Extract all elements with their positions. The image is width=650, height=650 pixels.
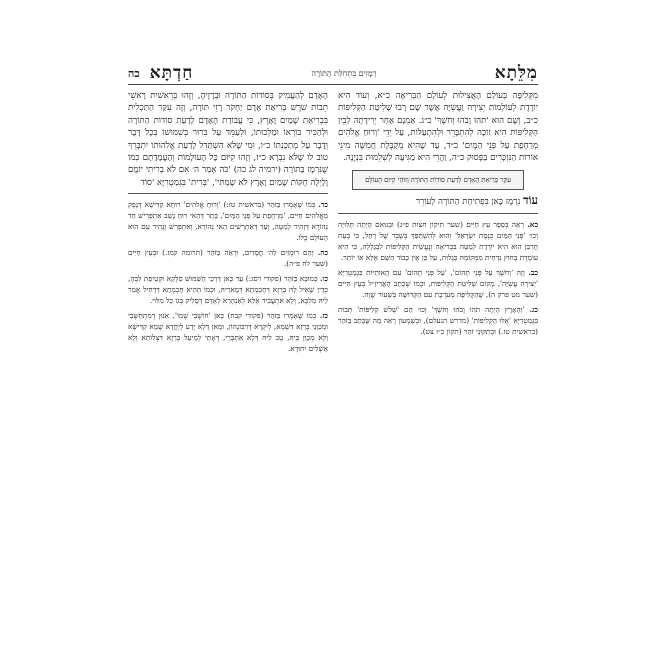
- topic-box: עִקַּר בְּרִיאַת הָאָדָם לָדַעַת סוֹדוֹת הַתּוֹרָה וְזוֹהִי קִיּוּם הָעוֹלָם: [352, 170, 524, 190]
- footnote-label: כד.: [318, 200, 328, 210]
- header-subtitle: רְמָזִים בִּתְחִלַּת הַתּוֹרָה: [311, 68, 377, 78]
- footnote: [338, 219, 538, 263]
- section-heading: [338, 194, 538, 208]
- footnote-text: רָאֵה בְּסֵפֶר עֵץ חַיִּים (שער תיקון חצות פ״ג) וּבְגוּאִם הָיְתָה תְּלוּיָה וְכוּ׳ 'פְּנֵי הַמַּיִם כְּנֶסֶת יִשְׂרָאֵל' וְהוּא לְהִשְׁתַּפֵּךְ בְּשֶׁבֶר שֶׁל רָחֵל, כִּי בְּעֵת חֻרְבַּן הוּא הִיא יוֹרֶדֶת לְמַטָּה בִּבְרִיאָה וְנֶעֱשֵׂית הַקְּלִיפּוֹת לִבְגָלָלָה, כִּי הִיא עוֹמֶדֶת בְּחוּץ נִדְחֵית מִמְּקוֹמָהּ בְּגָלוּת, עַל כֵּן אֵין כָּבוֹד הַשֵּׁם אֶלָּא אוֹ יוֹתֵר.: [338, 219, 538, 262]
- footnote-text: וְזֶה 'וְחֹשֶׁךְ עַל פְּנֵי תְהוֹם', 'עַל פְּנֵי תְהוֹם' עִם הָאוֹתִיּוֹת בִּגְמַטְרִיָּא 'יְצִירָה עֲשִׂיָּה', מָקוֹם שְׁלִיטַת הַקְּלִיפּוֹת, וּכְמוֹ שֶׁכָּתַב הָאֲרִיזַ״ל בְּעֵץ חַיִּים (שער מט פרק ה), שֶׁהַקְּלִיפָּה מְעֹרֶבֶת עִם הַקְּדוּשָּׁה בְּשִׁעוּר שָׁוֶה.: [338, 267, 538, 299]
- footnote-label: כה.: [317, 248, 329, 258]
- header-title-right: מִלֵּתָא: [494, 63, 538, 83]
- footnote: [128, 273, 328, 306]
- footnote-label: כו.: [320, 274, 328, 284]
- footnote-text: כְּמוֹ שֶׁאָמְרוּ בַּזֹּהַר (פקודי קבח) כָּאן 'חוֹשְׁבֵי שְׁמוֹ', אִנּוּן דְּמִתְחַשְּׁבֵי וּמְכַוְּנֵי בְּרָזָא דִּשְׁמָא, לְיִקְרָא דְּרִבּוֹנְהוֹן, וּמַאן דְּלָא יָדַע לְיַחֲדָא שְׁמָא קַדִּישָׁא וְלָא מְכַוֵּן בֵּיהּ, טָב לֵיהּ דְּלָא אִתְבְּרֵי, דְּאָתֵי לְמֵיעַל בְּרָזָא דִּצְלוֹתָא וְלָא אֵשְׁלִים יִחוּדָא.: [128, 311, 328, 354]
- footnote: [128, 310, 328, 354]
- header-left-group: [128, 63, 193, 83]
- notes-divider-left: [128, 193, 328, 194]
- page-number: כה: [128, 66, 140, 80]
- notes-divider-right: [338, 213, 538, 214]
- footnote: [128, 199, 328, 243]
- section-text: נִרְמָז כָּאן בִּפְתִיחַת הַתּוֹרָה לְעוֹרֵר: [415, 197, 521, 208]
- footnote-text: 'וְהָאָרֶץ הָיְתָה תֹהוּ וָבֹהוּ וְחֹשֶׁךְ' וְכוּ׳ הֵם 'שְׁלֹשׁ קְלִיפּוֹת' תְּבוּת בִּגְמַטְרִיָּא 'אֵלּוּ הַקְּלִיפּוֹת' (מדרש הנעלם), וּבְשִׁמְעוֹן רָאֵה מַה שֶּׁכָּתַב בַּזֹּהַר (בראשית טז.) וּבְתִקּוּנֵי זֹהַר (תקון כ״ו צט).: [338, 304, 538, 336]
- section-lead-word: עוֹד: [523, 193, 538, 208]
- footnote: [128, 247, 328, 269]
- footnote-label: כא.: [527, 219, 539, 229]
- footnote-label: כג.: [529, 304, 538, 314]
- page-header: [128, 62, 538, 85]
- footnote-text: כְּמוֹ שֶׁאָמְרוּ בַּזֹּהַר (בראשית טז:) 'וְרוּחַ אֱלֹהִים' רוּחָא קַדִּישָׁא דְּנָפֵק מֵאֱלֹהִים חַיִּים, 'מְרַחֶפֶת עַל פְּנֵי הַמָּיִם', בָּתַר דְּהַאי רוּחַ נָשַׁב אִתְפְּרִישׁ חַד נְהוֹרָא דְּזָהִיר לְמַטָּה, וְעַד דְּאִתְרְשִׁים הַאי נְהוֹרָא, וְאִתְפְּרִשׁ וְנָהִיר עִם הוּא הָעוֹלָם כֻּלּוֹ.: [128, 200, 328, 243]
- left-main-text: הָאָדָם לְהַעֲמִיק בְּסוֹדוֹת הַתּוֹרָה וּבְרָזֶיהָ, וְזֶהוּ בְּרֵאשִׁית רָאשֵׁי תֵבוֹת שֹׁרֶשׁ בְּרִיאַת אָדָם יַחְקֹר רָזֵי תּוֹרָה, וְזֶה עִקַּר הַתַּכְלִית בִּבְרִיאַת שָׁמַיִם וָאָרֶץ, כִּי עֲבוֹדַת הָאָדָם לָדַעַת סוֹדוֹת הַתּוֹרָה וּלְהַכִּיר בּוֹרְאוֹ וּמַלְכוּתוֹ, וּלְעַמֵּד עַל בִּרוּר בְּשִׁמוּשׁוֹ בְּכָל דָּבָר וְדָבָר עַל מְתַכֻּנְתּוֹ כ״ו, וּמִי שֶׁלֹּא הִשְׁתַּדֵּל לָדַעַת אֱלֹהוּתוֹ יִתְבָּרֵךְ טוֹב לוֹ שֶׁלֹּא נִבְרָא כ״ז, וְזֶהוּ קִיּוּם כָּל הָעוֹלָמוֹת וְהַעֲמָדָתָם כְּמוֹ שֶׁנִּרְמָז בַּתּוֹרָה (ירמיה לג כה) 'כֹּה אָמַר ה׳ אִם לֹא בְרִיתִי יוֹמָם וָלָיְלָה חֻקּוֹת שָׁמַיִם וָאָרֶץ לֹא שָׂמְתִּי', 'בְּרִית' בִּגְמַטְרִיָּא 'סוֹד: [128, 91, 328, 188]
- right-column: [338, 90, 538, 341]
- header-title-left: חַדְתָּא: [149, 63, 194, 83]
- footnote: [338, 267, 538, 300]
- footnote-label: כב.: [528, 267, 538, 277]
- footnote: [338, 304, 538, 337]
- left-column: [128, 90, 328, 358]
- footnote-label: כז.: [319, 311, 328, 321]
- right-main-text: מִקְּלִיפָּה בְּעוֹלַם הָאֲצִילוּת לְעוֹלַם הַבְּרִיאָה כ״א, וְעוֹד הִיא יוֹרֶדֶת לְעוֹלְמוֹת יְצִירָה וַעֲשִׂיָּה אֲשֶׁר שָׁם רָבוּ שְׁלִיטַת הַקְּלִיפּוֹת כ״ב, וְשָׁם הוּא 'תֹהוּ וָבֹהוּ וְחֹשֶׁךְ' כ״ג. אַמְנָם אַחַר יְרִידָתָהּ לְבֵין הַקְּלִיפּוֹת הִיא זוֹכָה לְהִתְבָּרֵר וּלְהִתְעַלּוֹת, עַל יְדֵי 'וְרוּחַ אֱלֹהִים מְרַחֶפֶת עַל פְּנֵי הַמָּיִם' כ״ד, עַד שֶׁהִיא מְקַבֶּלֶת חֲמִשָּׁה מִינֵי אוֹרוֹת הַנִּזְכָּרִים בַּפָּסוּק כ״ה, וַהֲרֵי הִיא מַגִּיעָה לְשְׁלֵמוּת בִּנְיָנָהּ.: [338, 91, 538, 164]
- footnote-text: וְהֵם רוּמְזִים לַה׳ חֲסָדִים, וּרְאֵה בַּזֹּהַר (תרומה קמז.) וּבְעֵץ חַיִּים (שער לח פ״ה).: [128, 248, 328, 269]
- footnote-text: כְּמוּבָא בַּזֹּהַר (פקודי רסג:) עַד כָּאן דַּרְכֵּי הַשִּׁמּוּשׁ סִלְקָא וּקְטִיפַת לִבְּהָ, כְּדֵין שָׁאִיל לָהּ בְּרָזָא דְּחָכְמְתָא דְּמָארֵיהּ, וּכְמוֹ הַהִיא חָכְמְתָא דְּדָחִיל אֲמַר לֵיהּ מַלְכָּא, וְלָא אִתְעֲבִיד אֶלָּא לְאַנְהָרָא לְאָדָם דְּסָלִיק בְּגוֹ כָּל מִלּוֹי.: [128, 274, 328, 306]
